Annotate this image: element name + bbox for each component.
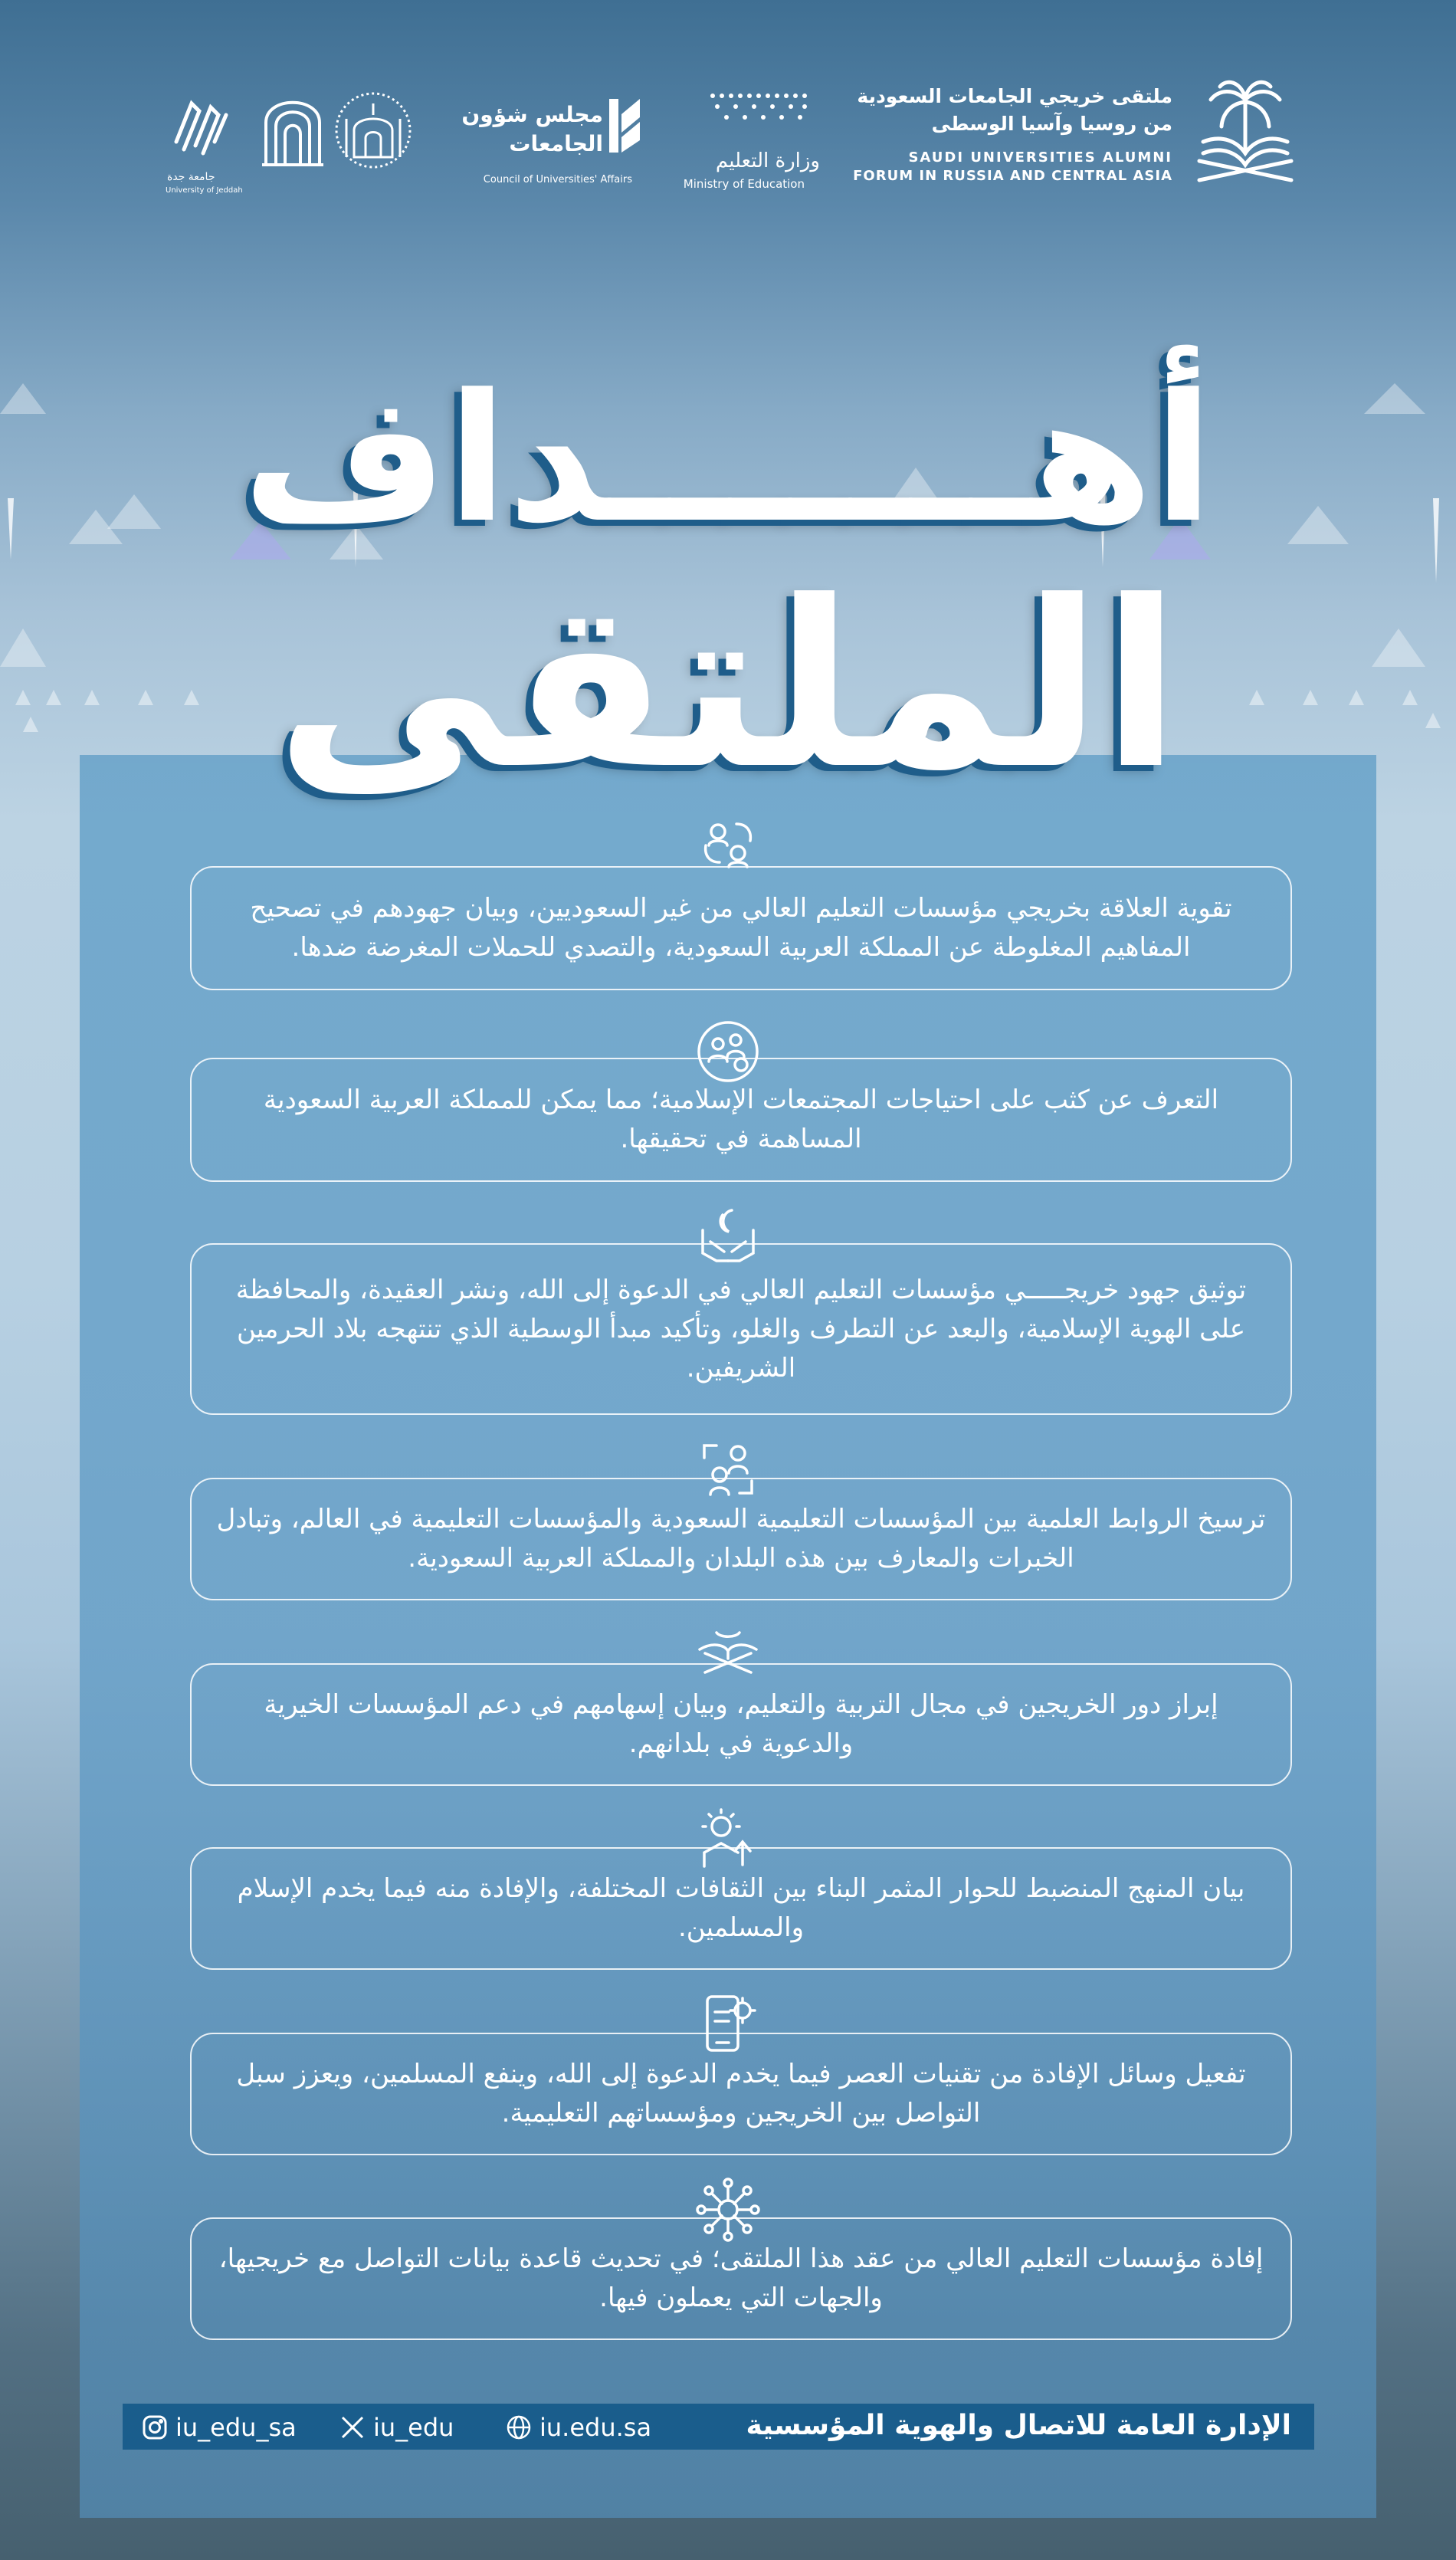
forum-name-en-1: SAUDI UNIVERSITIES ALUMNI bbox=[908, 149, 1172, 166]
moe-name-en: Ministry of Education bbox=[683, 177, 805, 191]
globe-icon bbox=[506, 2414, 532, 2440]
instagram-icon bbox=[142, 2414, 168, 2440]
goal-item-2 bbox=[190, 1058, 1292, 1182]
x-handle: iu_edu bbox=[373, 2413, 454, 2442]
goal-item-7 bbox=[190, 2033, 1292, 2155]
mosque-emblem-icon bbox=[331, 88, 415, 172]
uj-name-en: University of Jeddah bbox=[166, 186, 243, 195]
footer-bar bbox=[123, 2404, 1314, 2450]
footer-instagram[interactable] bbox=[142, 2413, 297, 2442]
forum-name-ar-2: من روسيا وآسيا الوسطى bbox=[931, 113, 1172, 135]
goal-text-7: تفعيل وسائل الإفادة من تقنيات العصر فيما يخدم الدعوة إلى الله، وينفع المسلمين، ويعزز سبل التواصل بين الخريجين ومؤسساتهم التعليمية. bbox=[236, 2059, 1246, 2128]
forum-name-ar-1: ملتقى خريجي الجامعات السعودية bbox=[857, 85, 1172, 107]
department-name: الإدارة العامة للاتصال والهوية المؤسسية bbox=[746, 2410, 1291, 2441]
university-emblem-logo-1 bbox=[331, 88, 423, 188]
jeddah-mark-icon bbox=[161, 88, 238, 165]
footer-website[interactable] bbox=[506, 2413, 651, 2442]
goal-text-3: توثيق جهود خريجـــــي مؤسسات التعليم العالي في الدعوة إلى الله، ونشر العقيدة، والمحافظة على الهوية الإسلامية، والبعد عن التطرف والغلو، وتأكيد مبدأ الوسطية الذي تنتهجه بلاد الحرمين الشريفين. bbox=[235, 1274, 1247, 1383]
cua-mark-icon bbox=[609, 99, 640, 153]
x-icon bbox=[339, 2414, 366, 2440]
goal-text-4: ترسيخ الروابط العلمية بين المؤسسات التعليمية السعودية والمؤسسات التعليمية في العالم، وتبادل الخبرات والمعارف بين هذه البلدان والمملكة العربية السعودية. bbox=[216, 1504, 1266, 1574]
website-link: iu.edu.sa bbox=[539, 2413, 652, 2442]
goal-text-6: بيان المنهج المنضبط للحوار المثمر البناء بين الثقافات المختلفة، والإفادة منه فيما يخدم الإسلام والمسلمين. bbox=[237, 1873, 1245, 1943]
goal-item-6 bbox=[190, 1847, 1292, 1970]
cua-name-en: Council of Universities' Affairs bbox=[483, 174, 632, 185]
university-of-jeddah-logo bbox=[161, 88, 245, 195]
university-emblem-logo-2 bbox=[254, 88, 331, 188]
header-logos bbox=[0, 73, 1456, 203]
forum-logo bbox=[853, 73, 1303, 203]
instagram-handle: iu_edu_sa bbox=[175, 2413, 297, 2442]
council-universities-logo bbox=[461, 88, 640, 188]
page-title bbox=[230, 337, 1226, 828]
moe-name-ar: وزارة التعليم bbox=[715, 149, 820, 172]
goal-item-3 bbox=[190, 1243, 1292, 1415]
forum-name-en-2: FORUM IN RUSSIA AND CENTRAL ASIA bbox=[853, 168, 1172, 184]
goal-text-5: إبراز دور الخريجين في مجال التربية والتعليم، وبيان إسهامهم في دعم المؤسسات الخيرية والدعوية في بلدانهم. bbox=[264, 1689, 1218, 1759]
goal-text-1: تقوية العلاقة بخريجي مؤسسات التعليم العالي من غير السعوديين، وبيان جهودهم في تصحيح المفاهيم المغلوطة عن المملكة العربية السعودية، والتصدي للحملات المغرضة ضدها. bbox=[250, 893, 1232, 963]
moe-dots-icon bbox=[705, 88, 812, 126]
arch-emblem-icon bbox=[254, 88, 331, 172]
title-line-1: أهـــــــداف bbox=[242, 357, 1214, 562]
title-line-2: الملتقى bbox=[275, 552, 1181, 819]
cua-name-ar-1: مجلس شؤون bbox=[461, 102, 603, 127]
goal-item-5 bbox=[190, 1663, 1292, 1786]
goal-text-8: إفادة مؤسسات التعليم العالي من عقد هذا الملتقى؛ في تحديث قاعدة بيانات التواصل مع خريجيها، والجهات التي يعملون فيها. bbox=[218, 2243, 1264, 2313]
ministry-of-education-logo bbox=[644, 88, 820, 191]
palm-swords-book-icon bbox=[1188, 73, 1303, 188]
goal-item-8 bbox=[190, 2217, 1292, 2340]
cua-name-ar-2: الجامعات bbox=[509, 131, 603, 156]
goal-item-1 bbox=[190, 866, 1292, 990]
uj-name-ar: جامعة جدة bbox=[167, 171, 215, 183]
footer-x[interactable] bbox=[339, 2413, 454, 2442]
goal-text-2: التعرف عن كثب على احتياجات المجتمعات الإسلامية؛ مما يمكن للمملكة العربية السعودية المساهمة في تحقيقها. bbox=[263, 1085, 1219, 1154]
goal-item-4 bbox=[190, 1478, 1292, 1600]
